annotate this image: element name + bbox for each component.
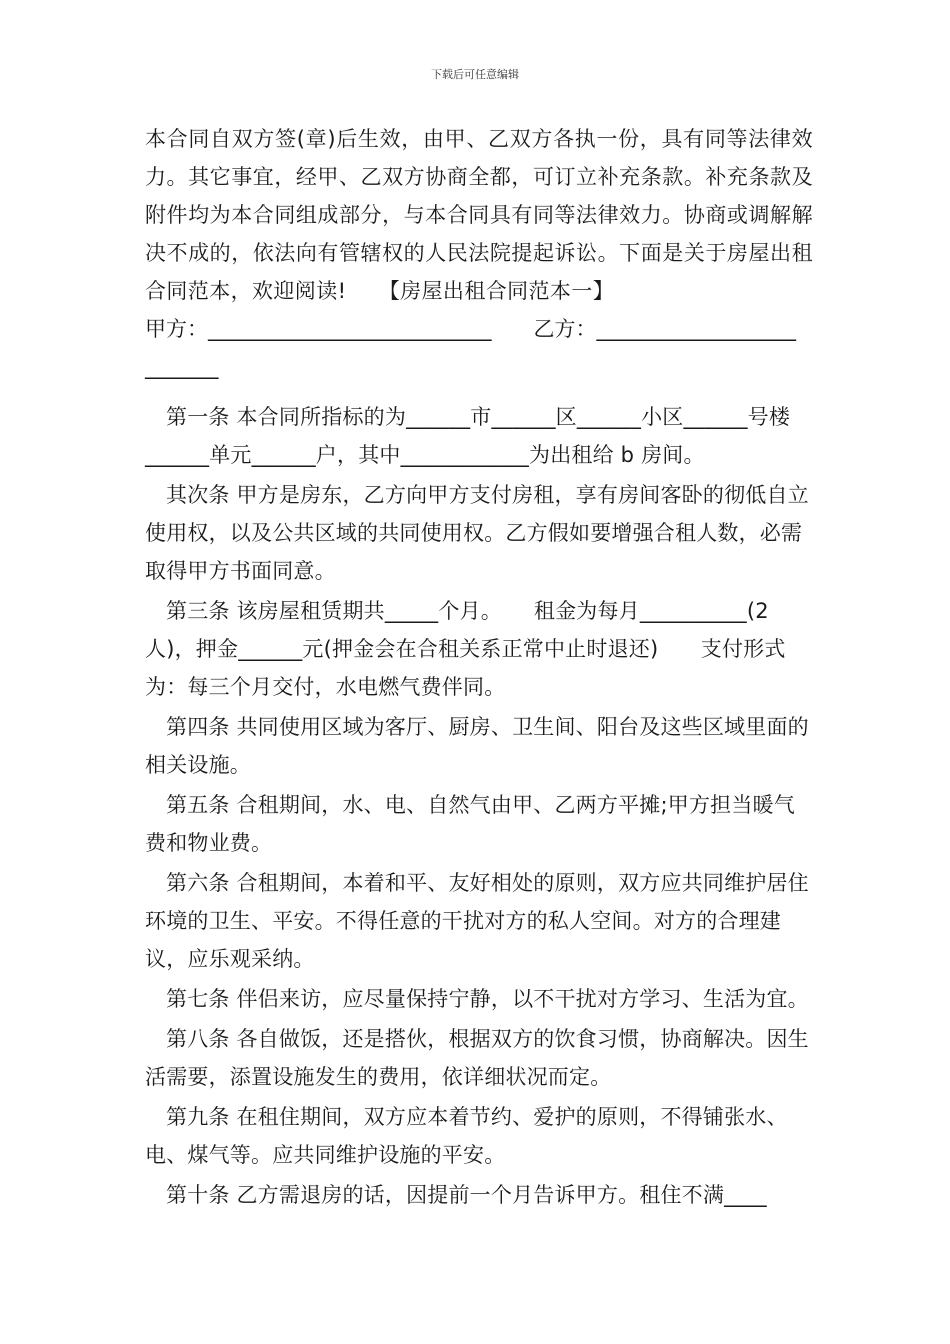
parties-line: 甲方：___________________________ 乙方：___________________ xyxy=(145,317,796,341)
article-8: 第八条 各自做饭，还是搭伙，根据双方的饮食习惯，协商解决。因生活需要，添置设施发生的费用，依详细状况而定。 xyxy=(145,1027,809,1089)
article-9: 第九条 在租住期间，双方应本着节约、爱护的原则，不得铺张水、电、煤气等。应共同维护设施的平安。 xyxy=(145,1105,788,1167)
article-4: 第四条 共同使用区域为客厅、厨房、卫生间、阳台及这些区域里面的相关设施。 xyxy=(145,715,809,777)
intro-paragraph: 本合同自双方签(章)后生效，由甲、乙双方各执一份，具有同等法律效力。其它事宜，经甲、乙双方协商全都，可订立补充条款。补充条款及附件均为本合同组成部分，与本合同具有同等法律效力。协商或调解解决不成的，依法向有管辖权的人民法院提起诉讼。下面是关于房屋出租合同范本，欢迎阅读! 【房屋出租合同范本一】 xyxy=(145,127,813,303)
article-5: 第五条 合租期间，水、电、自然气由甲、乙两方平摊;甲方担当暖气费和物业费。 xyxy=(145,793,795,855)
parties-line-continuation: _______ xyxy=(145,355,219,379)
article-7: 第七条 伴侣来访，应尽量保持宁静，以不干扰对方学习、生活为宜。 xyxy=(166,987,809,1011)
article-6: 第六条 合租期间，本着和平、友好相处的原则，双方应共同维护居住环境的卫生、平安。不得任意的干扰对方的私人空间。对方的合理建议，应乐观采纳。 xyxy=(145,871,809,971)
article-2: 其次条 甲方是房东，乙方向甲方支付房租，享有房间客卧的彻低自立使用权，以及公共区域的共同使用权。乙方假如要增强合租人数，必需取得甲方书面同意。 xyxy=(145,483,809,583)
article-1: 第一条 本合同所指标的为______市______区______小区______号楼______单元______户，其中____________为出租给 b 房间。 xyxy=(145,405,791,467)
header-note: 下载后可任意编辑 xyxy=(431,68,519,81)
document-body xyxy=(145,120,813,1216)
article-3: 第三条 该房屋租赁期共_____个月。 租金为每月__________(2人)，押金______元(押金会在合租关系正常中止时退还) 支付形式为：每三个月交付，水电燃气费伴同。 xyxy=(145,599,786,699)
article-10: 第十条 乙方需退房的话，因提前一个月告诉甲方。租住不满____ xyxy=(166,1183,767,1207)
